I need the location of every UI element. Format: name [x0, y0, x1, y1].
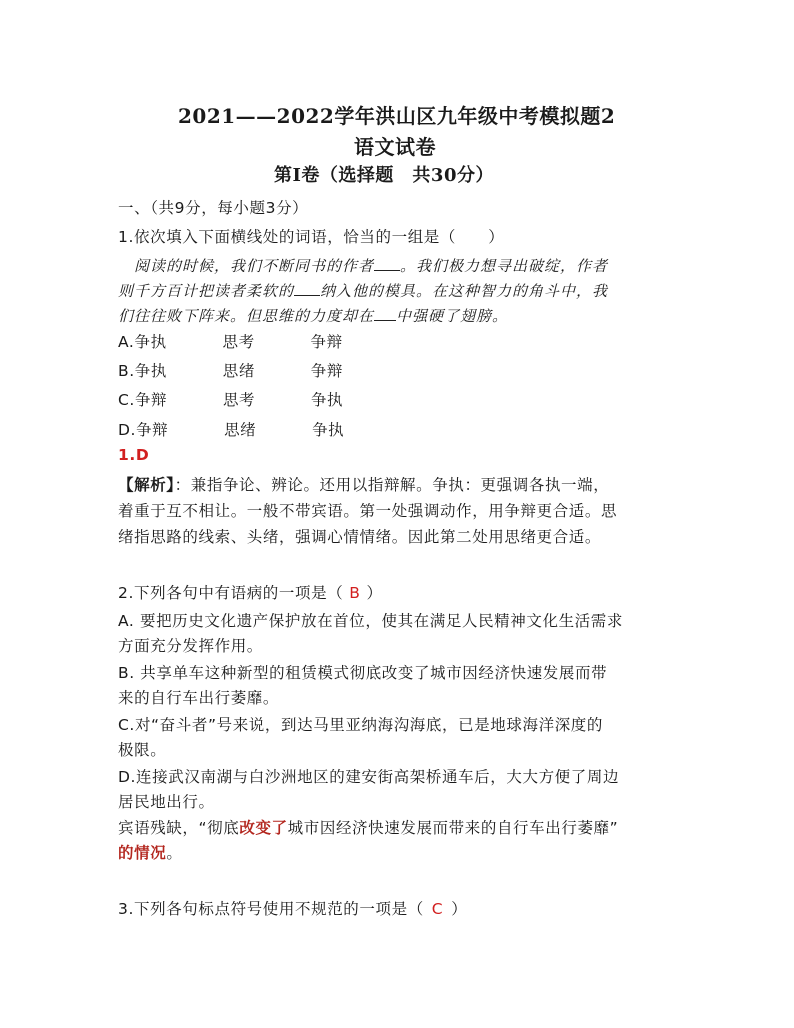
question-3-stem	[118, 897, 467, 919]
q2-option-c-line-2: 极限。	[118, 741, 167, 759]
note-text: 。	[166, 844, 183, 862]
option-a	[118, 330, 343, 352]
section-heading: 一、（共9分，每小题3分）	[118, 199, 309, 217]
question-2-note-line-2	[118, 841, 182, 863]
option-word: 争辩	[310, 362, 343, 380]
passage-text: 纳入他的模具。在这种智力的角斗中，我	[320, 282, 609, 300]
note-text: 城市因经济快速发展而带来的自行车出行萎靡”	[287, 819, 619, 837]
q2-option-a-line-1: A. 要把历史文化遗产保护放在首位，使其在满足人民精神文化生活需求	[118, 612, 623, 630]
option-d	[118, 418, 344, 440]
option-word: 争执	[134, 333, 167, 351]
analysis-line-3: 绪指思路的线索、头绪，强调心情情绪。因此第二处用思绪更合适。	[118, 528, 602, 546]
passage-text: 阅读的时候，我们不断同书的作者	[134, 257, 375, 275]
q2-option-b-line-1: B. 共享单车这种新型的租赁模式彻底改变了城市因经济快速发展而带	[118, 664, 608, 682]
stem-text: 3.下列各句标点符号使用不规范的一项是（	[118, 900, 424, 918]
analysis-line-2: 着重于互不相让。一般不带宾语。第一处强调动作，用争辩更合适。思	[118, 502, 618, 520]
option-word: 争执	[312, 421, 345, 439]
passage-text: 中强硬了翅膀。	[396, 307, 509, 325]
option-word: 争辩	[310, 333, 343, 351]
option-word: 争辩	[134, 391, 168, 409]
note-highlight: 改变了	[239, 819, 288, 837]
passage-text: 。我们极力想寻出破绽，作者	[400, 257, 609, 275]
q2-option-a-line-2: 方面充分发挥作用。	[118, 637, 263, 655]
option-b	[118, 359, 343, 381]
analysis-text: ：兼指争论、辨论。还用以指辩解。争执：更强调各执一端，	[174, 476, 610, 494]
analysis-label: 【解析】	[118, 476, 175, 494]
question-1-answer: 1.D	[118, 446, 150, 464]
question-2-stem	[118, 581, 383, 603]
exam-subject: 语文试卷	[354, 135, 436, 159]
option-key: A.	[118, 333, 135, 351]
q2-option-b-line-2: 来的自行车出行萎靡。	[118, 689, 280, 707]
stem-text: 2.下列各句中有语病的一项是（	[118, 584, 344, 602]
blank-3	[374, 308, 396, 321]
question-1-stem: 1.依次填入下面横线处的词语，恰当的一组是（ ）	[118, 228, 505, 246]
note-highlight: 的情况	[118, 844, 167, 862]
passage-text: 则千方百计把读者柔软的	[118, 282, 295, 300]
option-key: B.	[118, 362, 135, 380]
option-word: 争辩	[136, 421, 169, 439]
analysis-line-1	[118, 473, 609, 495]
note-text: 宾语残缺，“彻底	[118, 819, 240, 837]
blank-1	[374, 258, 400, 271]
option-word: 思考	[222, 391, 256, 409]
option-word: 思考	[222, 333, 255, 351]
option-key: D.	[118, 421, 137, 439]
question-1-passage-line-2	[118, 280, 608, 301]
question-1-passage-line-1	[134, 255, 608, 276]
stem-text: ）	[451, 900, 468, 918]
exam-title: 2021——2022学年洪山区九年级中考模拟题2	[178, 104, 616, 128]
question-3-answer: C	[431, 900, 444, 918]
q2-option-c-line-1: C.对“奋斗者”号来说，到达马里亚纳海沟海底，已是地球海洋深度的	[118, 716, 604, 734]
stem-text: ）	[366, 584, 383, 602]
q2-option-d-line-1: D.连接武汉南湖与白沙洲地区的建安街高架桥通车后，大大方便了周边	[118, 768, 620, 786]
q2-option-d-line-2: 居民地出行。	[118, 793, 215, 811]
question-2-answer: B	[349, 584, 361, 602]
question-1-passage-line-3	[118, 305, 508, 326]
option-word: 思绪	[222, 362, 255, 380]
option-word: 争执	[134, 362, 167, 380]
blank-2	[294, 283, 320, 296]
passage-text: 们往往败下阵来。但思维的力度却在	[118, 307, 375, 325]
option-word: 思绪	[224, 421, 257, 439]
question-2-note-line-1	[118, 816, 618, 838]
option-word: 争执	[310, 391, 344, 409]
option-key: C.	[118, 391, 135, 409]
volume-heading: 第Ⅰ卷（选择题 共30分）	[274, 165, 494, 186]
option-c	[118, 388, 343, 410]
